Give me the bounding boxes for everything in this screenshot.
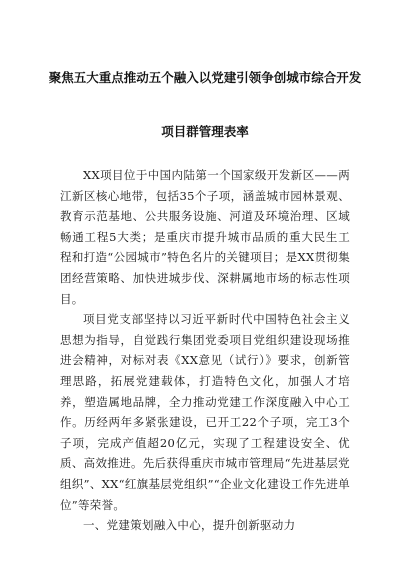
- paragraph-party-work: 项目党支部坚持以习近平新时代中国特色社会主义思想为指导，自觉践行集团党委项目党组织建设现场推进会精神，对标对表《XX意见（试行）》要求，创新管理思路，拓展党建载体，打造特色文化，加强人才培养，塑造属地品牌，全力推动党建工作深度融入中心工作。历经两年多紧张建设，已开工22个子项，完工3个子项，完成产值超20亿元，实现了工程建设安全、优质、高效推进。先后获得重庆市城市管理局“先进基层党组织”、XX“红旗基层党组织”“企业文化建设工作先进单位”等荣誉。: [60, 312, 350, 512]
- document-body: [60, 165, 350, 536]
- document-title: 聚焦五大重点推动五个融入以党建引领争创城市综合开发: [48, 70, 362, 85]
- paragraph-project-intro: XX项目位于中国内陆第一个国家级开发新区——两江新区核心地带，包括35个子项，涵盖城市园林景观、教育示范基地、公共服务设施、河道及环境治理、区域畅通工程5大类；是重庆市提升城市品质的重大民生工程和打造“公园城市”特色名片的关键项目；是XX贯彻集团经营策略、加快进城步伐、深耕属地市场的标志性项目。: [60, 168, 350, 306]
- section-heading: 一、党建策划融入中心，提升创新驱动力: [83, 518, 296, 533]
- document-subtitle: 项目群管理表率: [161, 124, 249, 139]
